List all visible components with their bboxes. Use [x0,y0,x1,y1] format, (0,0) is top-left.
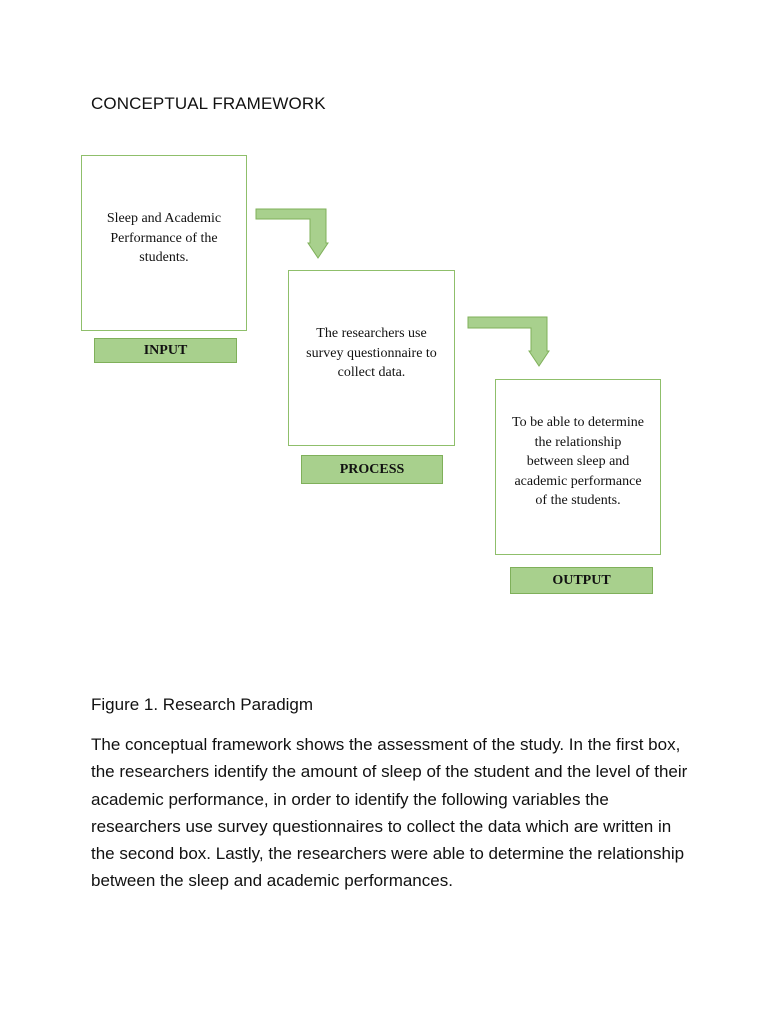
body-paragraph: The conceptual framework shows the assessment of the study. In the first box, the researchers identify the amount of sleep of the student and the level of their academic performance, in order to identify the following variables the researchers use survey questionnaires to collect the data which are written in the second box. Lastly, the researchers were able to determine the relationship between the sleep and academic performances. [91,735,688,891]
process-box-text [289,324,454,383]
bent-arrow-icon [467,315,552,368]
input-line: Performance of the [110,230,218,246]
process-box [288,270,455,446]
process-line: survey questionnaire to [306,345,437,361]
input-box-text [82,209,246,268]
process-label: PROCESS [301,455,443,484]
input-box [81,155,247,331]
output-line: To be able to determine [512,415,644,430]
process-line: The researchers use [316,326,427,341]
process-line: collect data. [337,365,406,380]
input-line: students. [139,250,189,265]
output-line: academic performance [514,473,642,489]
output-line: the relationship [534,434,622,450]
page-heading: CONCEPTUAL FRAMEWORK [91,94,326,113]
input-label: INPUT [94,338,237,363]
output-box-text [496,413,660,511]
figure-caption: Figure 1. Research Paradigm [91,695,314,714]
output-line: between sleep and [526,454,630,469]
output-label: OUTPUT [510,567,653,594]
output-line: of the students. [535,493,621,508]
output-box [495,379,661,555]
input-line: Sleep and Academic [106,211,222,226]
bent-arrow-icon [255,207,330,260]
